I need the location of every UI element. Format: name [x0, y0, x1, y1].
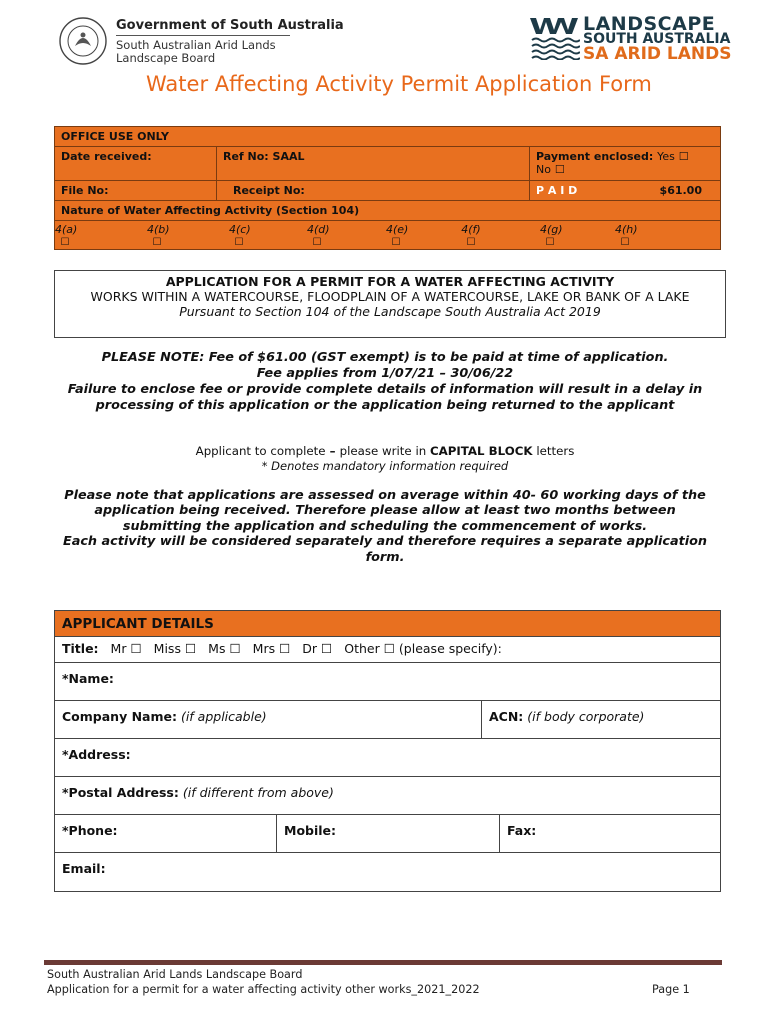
- payment-no-label: No: [536, 163, 551, 176]
- ref-no-label: Ref No: SAAL: [216, 147, 529, 180]
- form-title: Water Affecting Activity Permit Application Form: [146, 72, 652, 96]
- company-name-hint: (if applicable): [180, 709, 267, 724]
- application-pursuant: Pursuant to Section 104 of the Landscape South Australia Act 2019: [179, 304, 601, 319]
- footer-document-name: Application for a permit for a water affecting activity other works_2021_2022: [47, 983, 480, 996]
- activity-4e-label: 4(e): [386, 223, 409, 236]
- activity-4e[interactable]: [386, 223, 409, 248]
- paid-stamp: P A I D: [536, 184, 578, 197]
- applicant-details-table: [54, 610, 721, 892]
- postal-address-hint: (if different from above): [182, 785, 334, 800]
- title-mr[interactable]: [111, 641, 142, 656]
- activity-4c-checkbox[interactable]: ☐: [234, 237, 244, 248]
- activity-4c[interactable]: [229, 223, 249, 248]
- title-mrs[interactable]: [253, 641, 291, 656]
- activity-4f-checkbox[interactable]: ☐: [466, 237, 476, 248]
- activity-4a-checkbox[interactable]: ☐: [60, 237, 70, 248]
- title-ms[interactable]: [208, 641, 241, 656]
- gov-subtitle-2: Landscape Board: [116, 51, 216, 65]
- fee-notice: [56, 350, 714, 414]
- paid-cell: [529, 181, 722, 200]
- page-header: [0, 0, 770, 70]
- activity-4a[interactable]: [55, 223, 78, 248]
- applicant-instruction-post: letters: [532, 444, 575, 458]
- nature-label: Nature of Water Affecting Activity (Section 104): [61, 204, 360, 217]
- applicant-instruction-mid: please write in: [339, 444, 430, 458]
- application-title: APPLICATION FOR A PERMIT FOR A WATER AFFECTING ACTIVITY: [165, 274, 615, 289]
- sa-government-seal-icon: [58, 16, 108, 66]
- receipt-no-label: Receipt No:: [216, 181, 529, 200]
- footer-rule: [44, 960, 722, 965]
- payment-yes-label: Yes: [657, 150, 675, 163]
- processing-time-note: [56, 488, 714, 565]
- gov-subtitle-1: South Australian Arid Lands: [116, 38, 276, 52]
- title-mrs-checkbox[interactable]: ☐: [279, 641, 291, 656]
- activity-4b-checkbox[interactable]: ☐: [152, 237, 162, 248]
- title-label: Title:: [62, 641, 99, 656]
- phone-field[interactable]: *Phone:: [62, 823, 118, 838]
- applicant-details-heading: APPLICANT DETAILS: [55, 611, 720, 637]
- activity-4e-checkbox[interactable]: ☐: [391, 237, 401, 248]
- postal-address-cell: [55, 777, 720, 814]
- activity-4c-label: 4(c): [229, 223, 251, 236]
- fee-amount: $61.00: [659, 184, 702, 197]
- payment-no-checkbox[interactable]: ☐: [554, 163, 565, 176]
- title-mr-label: Mr: [110, 641, 127, 656]
- activity-4g-checkbox[interactable]: ☐: [545, 237, 555, 248]
- title-other-checkbox[interactable]: ☐: [383, 641, 395, 656]
- title-dr-checkbox[interactable]: ☐: [321, 641, 333, 656]
- activity-4g[interactable]: [540, 223, 563, 248]
- title-other-label: Other: [344, 641, 380, 656]
- payment-enclosed-label: Payment enclosed:: [536, 150, 654, 163]
- title-miss-label: Miss: [153, 641, 181, 656]
- landscape-waves-icon: [530, 16, 580, 60]
- address-label: *Address:: [62, 747, 131, 762]
- title-ms-checkbox[interactable]: ☐: [229, 641, 241, 656]
- activity-4g-label: 4(g): [540, 223, 563, 236]
- fee-notice-line3: Failure to enclose fee or provide complete details of information will result in a delay in processing of this application or the application being returned to the applicant: [67, 382, 703, 413]
- applicant-instruction-pre: Applicant to complete: [195, 444, 326, 458]
- office-row-2: [55, 181, 720, 201]
- processing-time-line2: Each activity will be considered separately and therefore requires a separate application form.: [62, 534, 708, 565]
- company-name-label: Company Name:: [62, 709, 177, 724]
- fax-field[interactable]: Fax:: [499, 815, 722, 852]
- title-dr[interactable]: [302, 641, 332, 656]
- payment-yes-checkbox[interactable]: ☐: [678, 150, 689, 163]
- file-no-label: File No:: [61, 184, 109, 197]
- applicant-instruction-bold: CAPITAL BLOCK: [429, 444, 533, 458]
- activity-4h-checkbox[interactable]: ☐: [620, 237, 630, 248]
- gov-title: Government of South Australia: [116, 18, 344, 33]
- title-mrs-label: Mrs: [252, 641, 276, 656]
- acn-field[interactable]: [481, 701, 722, 738]
- footer-organisation: South Australian Arid Lands Landscape Board: [47, 968, 303, 981]
- email-label: Email:: [62, 861, 106, 876]
- office-heading: OFFICE USE ONLY: [61, 130, 169, 143]
- office-use-table: [54, 126, 721, 250]
- mobile-field[interactable]: Mobile:: [276, 815, 499, 852]
- title-mr-checkbox[interactable]: ☐: [130, 641, 142, 656]
- activity-4h[interactable]: [615, 223, 638, 248]
- activity-4d[interactable]: [307, 223, 330, 248]
- company-row: [55, 701, 720, 739]
- name-label: *Name:: [62, 671, 114, 686]
- title-miss-checkbox[interactable]: ☐: [184, 641, 197, 656]
- acn-label: ACN:: [489, 709, 524, 724]
- activity-4f-label: 4(f): [461, 223, 481, 236]
- applicant-instruction-dash: –: [325, 444, 340, 458]
- processing-time-line1: Please note that applications are assessed on average within 40- 60 working days of the application being received. Therefore please allow at least two months between submitting the application and scheduling the commencement of works.: [64, 488, 706, 534]
- nature-row: [55, 201, 720, 221]
- activities-row: [55, 221, 720, 249]
- postal-address-label: *Postal Address:: [62, 785, 179, 800]
- landscape-logo-line1: LANDSCAPE: [583, 13, 716, 35]
- gov-title-rule: [116, 35, 290, 36]
- activity-4d-label: 4(d): [307, 223, 330, 236]
- fee-notice-line1: PLEASE NOTE: Fee of $61.00 (GST exempt) is to be paid at time of application.: [101, 350, 669, 365]
- title-ms-label: Ms: [208, 641, 226, 656]
- page-number: Page 1: [652, 983, 690, 996]
- title-dr-label: Dr: [302, 641, 318, 656]
- activity-4d-checkbox[interactable]: ☐: [312, 237, 322, 248]
- title-cell: [55, 637, 720, 662]
- email-row[interactable]: [55, 853, 720, 891]
- name-row[interactable]: [55, 663, 720, 701]
- activity-4f[interactable]: [461, 223, 481, 248]
- payment-enclosed-cell: [529, 147, 722, 180]
- office-heading-row: [55, 127, 720, 147]
- application-subtitle: WORKS WITHIN A WATERCOURSE, FLOODPLAIN OF A WATERCOURSE, LAKE OR BANK OF A LAKE: [90, 289, 690, 304]
- title-specify-hint: (please specify):: [398, 641, 502, 656]
- title-other[interactable]: [344, 641, 395, 656]
- activity-4h-label: 4(h): [615, 223, 638, 236]
- applicant-instruction: [56, 444, 714, 459]
- title-miss[interactable]: [154, 641, 197, 656]
- activity-4b[interactable]: [147, 223, 170, 248]
- application-title-box: [54, 270, 726, 338]
- address-row[interactable]: [55, 739, 720, 777]
- title-row: [55, 637, 720, 663]
- phone-row: [55, 815, 720, 853]
- office-row-1: [55, 147, 720, 181]
- landscape-logo-line3: SA ARID LANDS: [583, 44, 732, 64]
- landscape-logo-line2: SOUTH AUSTRALIA: [583, 31, 731, 47]
- acn-hint: (if body corporate): [527, 709, 645, 724]
- date-received-label: Date received:: [61, 150, 152, 163]
- mandatory-note: * Denotes mandatory information required: [261, 459, 509, 473]
- fee-notice-line2: Fee applies from 1/07/21 – 30/06/22: [256, 366, 514, 381]
- postal-address-row[interactable]: [55, 777, 720, 815]
- company-name-field[interactable]: [55, 701, 481, 738]
- activity-4b-label: 4(b): [147, 223, 170, 236]
- activity-4a-label: 4(a): [55, 223, 78, 236]
